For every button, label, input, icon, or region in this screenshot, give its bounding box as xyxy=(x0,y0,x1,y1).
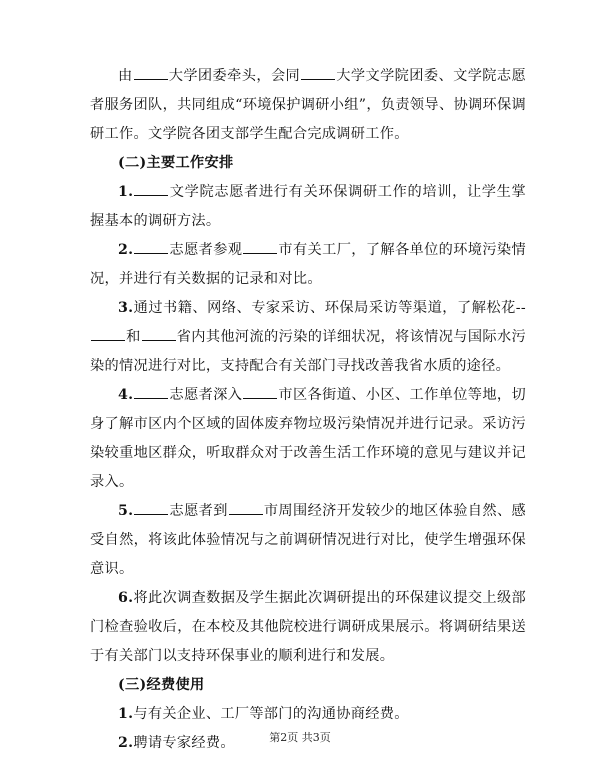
paragraph-text: 省内其他河流的污染的详细状况，将该情况与国际水污染的情况进行对比，支持配合有关部门寻找改善我省水质的途径。 xyxy=(90,329,527,374)
list-item xyxy=(90,236,526,294)
item-number: 6. xyxy=(118,590,134,606)
item-number: 1. xyxy=(118,706,134,722)
fill-in-blank xyxy=(134,65,168,80)
paragraph-text: 志愿者深入 xyxy=(169,387,243,403)
list-item xyxy=(90,497,526,584)
item-number: 5. xyxy=(118,503,134,519)
fill-in-blank xyxy=(243,384,277,399)
list-item xyxy=(90,294,526,381)
item-number: 2. xyxy=(118,735,134,751)
fill-in-blank xyxy=(134,239,168,254)
list-item xyxy=(90,584,526,671)
list-item xyxy=(90,178,526,236)
paragraph-text: 大学文学院团委、文学院志愿者服务团队，共同组成“环境保护调研小组”，负责领导、协调环保调研工作。文学院各团支部学生配合完成调研工作。 xyxy=(90,68,526,142)
paragraph-text: 市有关工厂，了解各单位的环境污染情况，并进行有关数据的记录和对比。 xyxy=(90,242,526,287)
paragraph-text: 志愿者参观 xyxy=(169,242,243,258)
item-number: 2. xyxy=(118,242,134,258)
section-heading-2 xyxy=(90,149,526,178)
section-heading-3 xyxy=(90,671,526,700)
intro-paragraph xyxy=(90,62,526,149)
paragraph-text: 和 xyxy=(126,329,141,345)
fill-in-blank xyxy=(134,384,168,399)
fill-in-blank xyxy=(142,326,176,341)
fill-in-blank xyxy=(229,500,263,515)
fill-in-blank xyxy=(134,500,168,515)
paragraph-text: 市区各街道、小区、工作单位等地，切身了解市区内个区域的固体废弃物垃圾污染情况并进行记录。采访污染较重地区群众，听取群众对于改善生活工作环境的意见与建议并记录入。 xyxy=(90,387,526,490)
paragraph-text: 文学院志愿者进行有关环保调研工作的培训，让学生掌握基本的调研方法。 xyxy=(90,184,526,229)
paragraph-text: 聘请专家经费。 xyxy=(133,735,235,751)
item-number: 1. xyxy=(118,184,134,200)
paragraph-text: 市周围经济开发较少的地区体验自然、感受自然，将该此体验情况与之前调研情况进行对比，使学生增强环保意识。 xyxy=(90,503,527,577)
item-number: 4. xyxy=(118,387,134,403)
paragraph-text: 大学团委牵头，会同 xyxy=(168,68,301,84)
paragraph-text: 由 xyxy=(118,68,133,84)
paragraph-text: 与有关企业、工厂等部门的沟通协商经费。 xyxy=(133,706,409,722)
page-footer: 第2页 共3页 xyxy=(269,731,331,744)
list-item xyxy=(90,381,526,497)
paragraph-text: (三)经费使用 xyxy=(118,677,205,693)
fill-in-blank xyxy=(243,239,277,254)
paragraph-text: 志愿者到 xyxy=(169,503,228,519)
fill-in-blank xyxy=(134,181,168,196)
fill-in-blank xyxy=(91,326,125,341)
paragraph-text: 将此次调查数据及学生据此次调研提出的环保建议提交上级部门检查验收后，在本校及其他院校进行调研成果展示。将调研结果送于有关部门以支持环保事业的顺利进行和发展。 xyxy=(90,590,526,664)
paragraph-text: 通过书籍、网络、专家采访、环保局采访等渠道，了解松花-- xyxy=(133,300,526,316)
item-number: 3. xyxy=(118,300,134,316)
fill-in-blank xyxy=(301,65,335,80)
paragraph-text: (二)主要工作安排 xyxy=(118,155,234,171)
list-item xyxy=(90,700,526,729)
